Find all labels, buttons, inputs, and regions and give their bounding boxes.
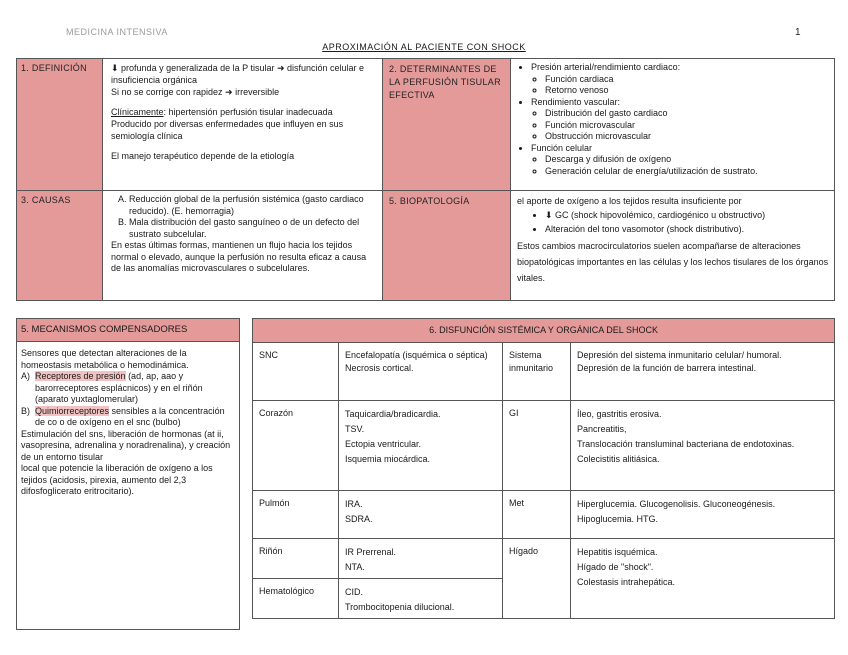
biopatologia-intro: el aporte de oxígeno a los tejidos resulta insuficiente por bbox=[517, 196, 742, 206]
finding-line: Hígado de "shock". bbox=[577, 562, 654, 572]
determinantes-label: 2. DETERMINANTES DE LA PERFUSIÓN TISULAR EFECTIVA bbox=[383, 59, 511, 191]
finding-line: CID. bbox=[345, 587, 363, 597]
finding-line: Ectopia ventricular. bbox=[345, 439, 422, 449]
biopatologia-outro: Estos cambios macrocirculatorios suelen acompañarse de alteraciones biopatológicas importantes en las células y los lechos tisulares de los órganos vitales. bbox=[517, 241, 829, 283]
inmunitario-findings bbox=[571, 343, 835, 401]
disfuncion-title: 6. DISFUNCIÓN SISTÉMICA Y ORGÁNICA DEL SHOCK bbox=[253, 319, 835, 343]
determinante-subitem: ◦ Función cardiaca bbox=[545, 74, 830, 86]
organ-hematologico: Hematológico bbox=[253, 579, 339, 619]
finding-line: IRA. bbox=[345, 499, 363, 509]
finding-line: Hiperglucemia. Glucogenolisis. Gluconeogénesis. bbox=[577, 499, 776, 509]
mecanismo-b-text: sensibles a la concentración de co o de oxígeno en el snc (bulbo) bbox=[35, 405, 225, 427]
causas-extra: En estas últimas formas, mantienen un flujo hacia los tejidos normal o elevado, aunque la perfusión no resulta eficaz a causa de las anomalías microvasculares o subcelulares. bbox=[111, 240, 367, 273]
receptores-presion: Receptores de presión bbox=[35, 371, 126, 381]
determinantes-list bbox=[517, 62, 830, 177]
rinon-findings bbox=[339, 539, 503, 579]
organ-snc: SNC bbox=[253, 343, 339, 401]
finding-line: Isquemia miocárdica. bbox=[345, 454, 431, 464]
corazon-findings bbox=[339, 401, 503, 491]
top-table bbox=[16, 58, 835, 301]
mecanismos-title: 5. MECANISMOS COMPENSADORES bbox=[17, 319, 240, 342]
finding-line: Encefalopatía (isquémica o séptica) bbox=[345, 350, 488, 360]
gi-findings bbox=[571, 401, 835, 491]
definicion-line: ⬇ profunda y generalizada de la P tisular ➜ disfunción celular e insuficiencia orgánica bbox=[111, 63, 365, 85]
determinante-subitem: ◦ Función microvascular bbox=[545, 120, 830, 132]
higado-findings bbox=[571, 539, 835, 619]
page-title: APROXIMACIÓN AL PACIENTE CON SHOCK bbox=[322, 42, 526, 52]
snc-findings bbox=[339, 343, 503, 401]
mecanismo-b: B) Quimiorreceptores sensibles a la concentración de co o de oxígeno en el snc (bulbo) bbox=[21, 405, 225, 427]
clinicamente-text: : hipertensión perfusión tisular inadecuada bbox=[163, 107, 333, 117]
finding-line: Pancreatitis, bbox=[577, 424, 627, 434]
disfuncion-table bbox=[252, 318, 835, 619]
definicion-line: Si no se corrige con rapidez ➜ irreversible bbox=[111, 87, 280, 97]
mecanismo-a: A) Receptores de presión (ad, ap, aao y barorreceptores esplácnicos) y en el riñón (aparato yuxtaglomerular) bbox=[21, 371, 203, 404]
definicion-line: Producido por diversas enfermedades que influyen en sus semiología clínica bbox=[111, 119, 344, 141]
finding-line: Depresión del sistema inmunitario celular/ humoral. bbox=[577, 350, 782, 360]
finding-line: Colestasis intrahepática. bbox=[577, 577, 676, 587]
organ-corazon: Corazón bbox=[253, 401, 339, 491]
met-findings bbox=[571, 491, 835, 539]
mecanismos-paragraph: local que potencie la liberación de oxígeno a los tejidos (acidosis, pirexia, aumento del 2,3 difosfoglicerato eritrocitario). bbox=[21, 463, 213, 496]
causas-content bbox=[103, 191, 383, 301]
organ-rinon: Riñón bbox=[253, 539, 339, 579]
mecanismos-table bbox=[16, 318, 240, 630]
biopatologia-item: • ⬇ GC (shock hipovolémico, cardiogénico u obstructivo) bbox=[545, 208, 830, 222]
causa-item: A. Reducción global de la perfusión sistémica (gasto cardiaco reducido). (E. hemorragia) bbox=[129, 194, 378, 217]
finding-line: SDRA. bbox=[345, 514, 373, 524]
finding-line: Íleo, gastritis erosiva. bbox=[577, 409, 662, 419]
finding-line: Colecistitis alitiásica. bbox=[577, 454, 660, 464]
finding-line: TSV. bbox=[345, 424, 365, 434]
finding-line: IR Prerrenal. bbox=[345, 547, 397, 557]
quimiorreceptores: Quimiorreceptores bbox=[35, 405, 110, 416]
determinante-subitem: ◦ Generación celular de energía/utilización de sustrato. bbox=[545, 166, 830, 178]
organ-inmunitario: Sistema inmunitario bbox=[503, 343, 571, 401]
organ-gi: GI bbox=[503, 401, 571, 491]
finding-line: Trombocitopenia dilucional. bbox=[345, 602, 455, 612]
causas-list bbox=[111, 194, 378, 240]
organ-pulmon: Pulmón bbox=[253, 491, 339, 539]
finding-line: Translocación transluminal bacteriana de endotoxinas. bbox=[577, 439, 795, 449]
determinantes-content bbox=[511, 59, 835, 191]
determinante-item: • Rendimiento vascular: ◦ Distribución del gasto cardiaco ◦ Función microvascular ◦ Obstrucción microvascular bbox=[531, 97, 830, 143]
mecanismos-paragraph: Estimulación del sns, liberación de hormonas (at ii, vasopresina, adrenalina y noradrenalina), y creación de un entorno tisular bbox=[21, 428, 231, 462]
finding-line: Taquicardia/bradicardia. bbox=[345, 409, 441, 419]
organ-higado: Hígado bbox=[503, 539, 571, 619]
clinicamente-label: Clínicamente bbox=[111, 107, 164, 117]
pulmon-findings bbox=[339, 491, 503, 539]
determinante-subitem: ◦ Distribución del gasto cardiaco bbox=[545, 108, 830, 120]
finding-line: Depresión de la función de barrera intestinal. bbox=[577, 363, 757, 373]
definicion-label: 1. DEFINICIÓN bbox=[17, 59, 103, 191]
causas-label: 3. CAUSAS bbox=[17, 191, 103, 301]
determinante-subitem: ◦ Obstrucción microvascular bbox=[545, 131, 830, 143]
mecanismos-intro: Sensores que detectan alteraciones de la homeostasis metabólica o hemodinámica. bbox=[21, 348, 189, 370]
biopatologia-content bbox=[511, 191, 835, 301]
definicion-content bbox=[103, 59, 383, 191]
running-header: MEDICINA INTENSIVA bbox=[66, 27, 168, 37]
determinante-subitem: ◦ Descarga y difusión de oxígeno bbox=[545, 154, 830, 166]
hematologico-findings bbox=[339, 579, 503, 619]
mecanismo-a-text: (ad, ap, aao y barorreceptores esplácnicos) y en el riñón (aparato yuxtaglomerular) bbox=[35, 371, 203, 404]
page-number: 1 bbox=[795, 27, 801, 38]
definicion-clinica bbox=[111, 106, 378, 118]
finding-line: Necrosis cortical. bbox=[345, 363, 414, 373]
finding-line: NTA. bbox=[345, 562, 365, 572]
mecanismos-content bbox=[17, 342, 240, 630]
determinante-item: • Función celular ◦ Descarga y difusión de oxígeno ◦ Generación celular de energía/utilización de sustrato. bbox=[531, 143, 830, 178]
determinante-item: • Presión arterial/rendimiento cardiaco: ◦ Función cardiaca ◦ Retorno venoso bbox=[531, 62, 830, 97]
organ-met: Met bbox=[503, 491, 571, 539]
determinante-subitem: ◦ Retorno venoso bbox=[545, 85, 830, 97]
finding-line: Hepatitis isquémica. bbox=[577, 547, 658, 557]
causa-item: B. Mala distribución del gasto sanguíneo o de un defecto del sustrato subcelular. bbox=[129, 217, 378, 240]
biopatologia-label: 5. BIOPATOLOGÍA bbox=[383, 191, 511, 301]
biopatologia-item: • Alteración del tono vasomotor (shock distributivo). bbox=[545, 222, 830, 236]
finding-line: Hipoglucemia. HTG. bbox=[577, 514, 659, 524]
definicion-line: El manejo terapéutico depende de la etiología bbox=[111, 151, 295, 161]
